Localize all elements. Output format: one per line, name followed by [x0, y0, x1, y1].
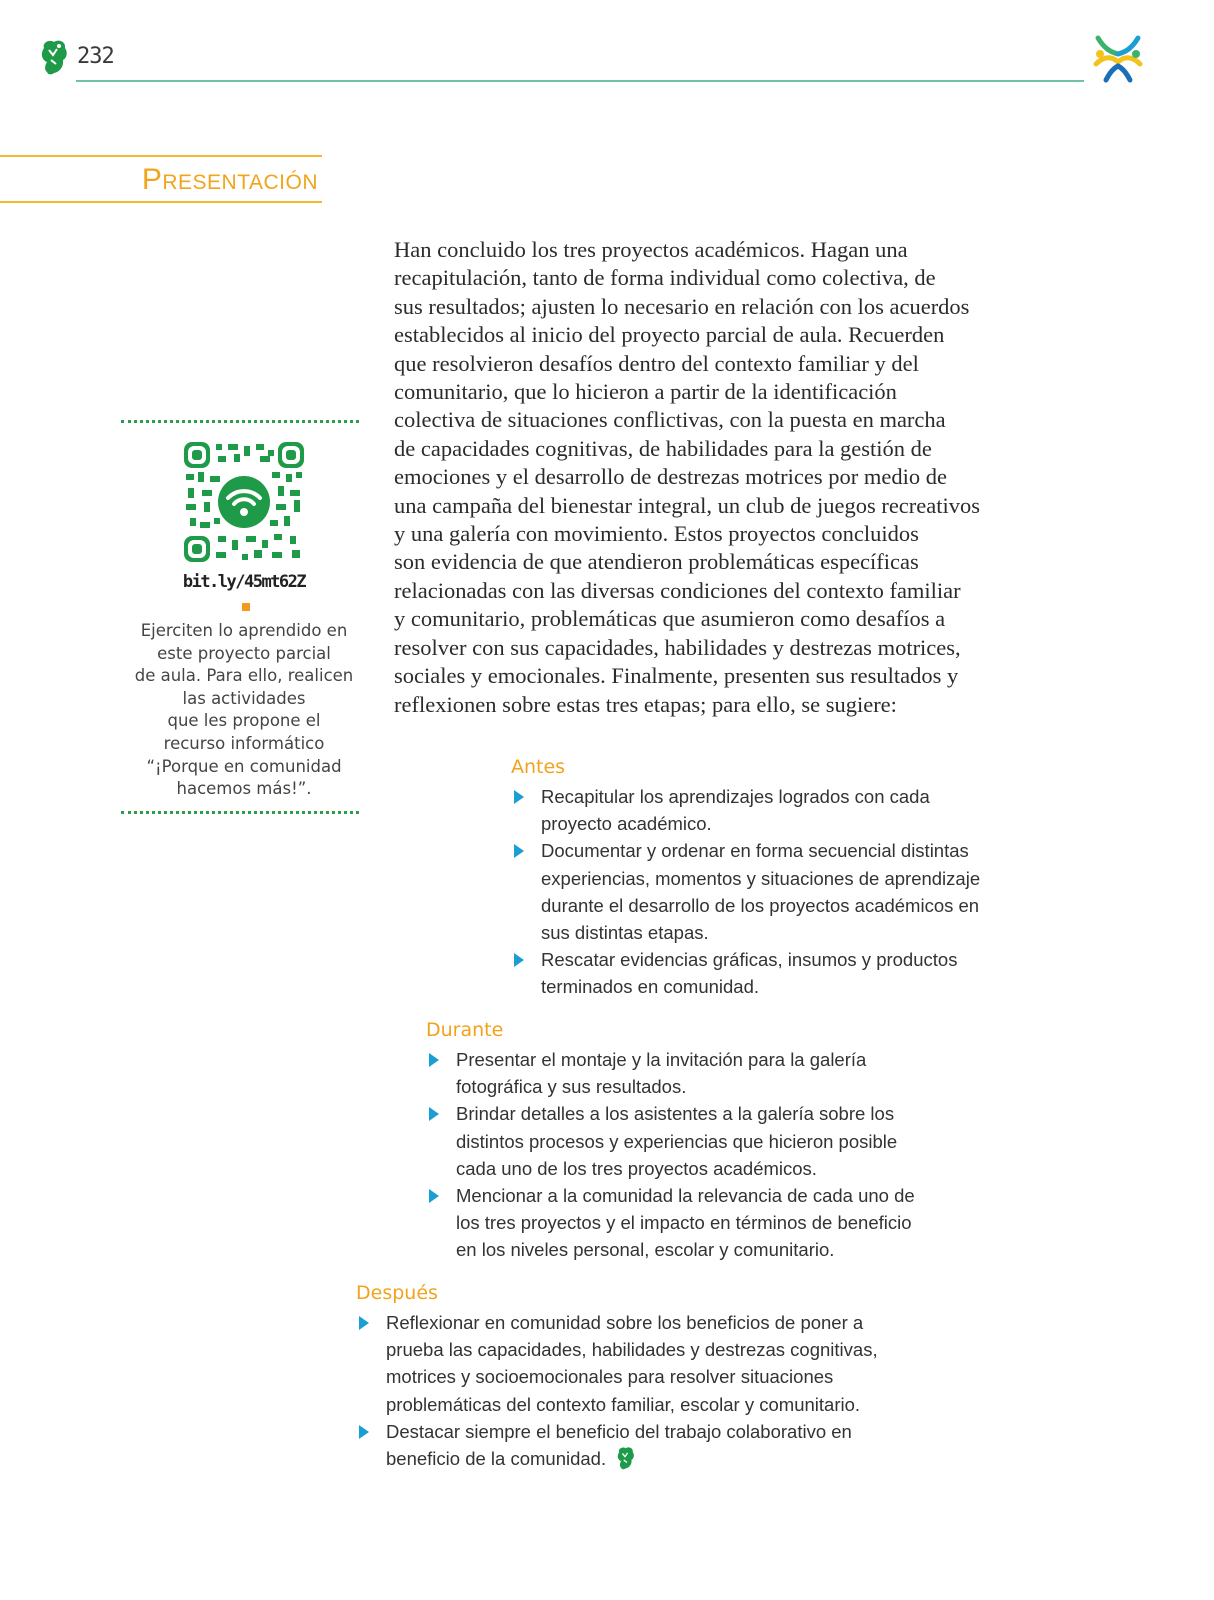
list-item-line: distintos procesos y experiencias que hicieron posible: [456, 1130, 898, 1152]
green-figure-logo-icon: [614, 1445, 636, 1471]
sidebar-text-line: “¡Porque en comunidad: [146, 756, 342, 776]
list-item: [356, 1418, 878, 1472]
intro-line: recapitulación, tanto de forma individual como colectiva, de: [394, 265, 936, 291]
durante-list: [426, 1046, 915, 1264]
list-item: [511, 946, 980, 1000]
qr-sidebar: [121, 420, 359, 814]
sidebar-text-line: de aula. Para ello, realicen: [134, 666, 354, 686]
intro-line: establecidos al inicio del proyecto parcial de aula. Recuerden: [394, 322, 945, 348]
triangle-bullet-icon: [359, 1425, 369, 1439]
triangle-bullet-icon: [429, 1107, 439, 1121]
intro-line: comunitario, que lo hicieron a partir de la identificación: [394, 379, 897, 405]
list-item-line: Reflexionar en comunidad sobre los beneficios de poner a: [386, 1312, 864, 1333]
sidebar-text-line: recurso informático: [163, 733, 325, 753]
header-rule: [76, 80, 1084, 82]
list-item: [356, 1309, 878, 1418]
list-item: [511, 783, 980, 837]
list-item-line-with-logo: [386, 1445, 878, 1472]
list-item: [426, 1100, 915, 1182]
list-item: [426, 1046, 915, 1100]
list-item-line: Presentar el montaje y la invitación para la galería: [456, 1049, 867, 1070]
qr-code-icon[interactable]: [184, 442, 304, 562]
intro-line: que resolvieron desafíos dentro del contexto familiar y del: [394, 350, 919, 376]
intro-line: y comunitario, problemáticas que asumieron como desafíos a: [394, 606, 946, 632]
page-number: 232: [77, 44, 114, 69]
intro-line: sus resultados; ajusten lo necesario en relación con los acuerdos: [394, 293, 970, 319]
list-item-line: Mencionar a la comunidad la relevancia de cada uno de: [456, 1185, 915, 1207]
intro-line: son evidencia de que atendieron problemáticas específicas: [394, 549, 919, 575]
list-item-line: Brindar detalles a los asistentes a la galería sobre los: [456, 1103, 895, 1125]
triangle-bullet-icon: [514, 844, 524, 858]
antes-list: [511, 783, 980, 1001]
sidebar-text-line: que les propone el: [167, 711, 321, 731]
intro-line: sociales y emocionales. Finalmente, presenten sus resultados y: [394, 663, 959, 689]
intro-line: emociones y el desarrollo de destrezas motrices por medio de: [394, 464, 947, 490]
page-title: Presentación: [141, 163, 318, 196]
list-item-line: prueba las capacidades, habilidades y destrezas cognitivas,: [386, 1339, 878, 1361]
triangle-bullet-icon: [514, 953, 524, 967]
triangle-bullet-icon: [514, 790, 524, 804]
intro-line: una campaña del bienestar integral, un club de juegos recreativos: [394, 492, 981, 518]
list-item-line: Recapitular los aprendizajes logrados con cada: [541, 786, 930, 807]
antes-heading: Antes: [511, 756, 566, 778]
despues-heading: Después: [356, 1282, 438, 1304]
list-item-line: Documentar y ordenar en forma secuencial distintas: [541, 840, 969, 862]
green-figure-logo-icon: [36, 38, 70, 76]
list-item-line: Destacar siempre el beneficio del trabajo colaborativo en: [386, 1420, 852, 1442]
intro-line: Han concluido los tres proyectos académicos. Hagan una: [394, 237, 908, 262]
triangle-bullet-icon: [359, 1316, 369, 1330]
triangle-bullet-icon: [429, 1189, 439, 1203]
list-item-line: los tres proyectos y el impacto en términos de beneficio: [456, 1212, 912, 1234]
durante-heading: Durante: [426, 1019, 504, 1041]
list-item-line: terminados en comunidad.: [541, 976, 760, 998]
triangle-bullet-icon: [429, 1053, 439, 1067]
list-item-line: motrices y socioemocionales para resolver situaciones: [386, 1366, 834, 1388]
list-item-line: beneficio de la comunidad.: [386, 1448, 607, 1470]
sidebar-text-line: las actividades: [182, 688, 306, 708]
list-item-line: cada uno de los tres proyectos académicos.: [456, 1157, 817, 1179]
intro-line: de capacidades cognitivas, de habilidades para la gestión de: [394, 435, 932, 461]
list-item-line: Rescatar evidencias gráficas, insumos y productos: [541, 949, 958, 971]
list-item: [426, 1182, 915, 1264]
intro-line: colectiva de situaciones conflictivas, con la puesta en marcha: [394, 407, 946, 433]
intro-line: resolver con sus capacidades, habilidades y destrezas motrices,: [394, 634, 961, 660]
list-item-line: fotográfica y sus resultados.: [456, 1076, 687, 1098]
sidebar-text-line: este proyecto parcial: [157, 643, 331, 663]
list-item-line: sus distintas etapas.: [541, 922, 709, 944]
orange-square-marker: [242, 603, 250, 611]
intro-line: reflexionen sobre estas tres etapas; para ello, se sugiere:: [394, 691, 897, 717]
intro-line: y una galería con movimiento. Estos proyectos concluidos: [394, 521, 919, 547]
list-item-line: en los niveles personal, escolar y comunitario.: [456, 1239, 835, 1261]
qr-link[interactable]: bit.ly/45mt62Z: [182, 572, 306, 592]
sidebar-top-divider: [121, 420, 359, 423]
sidebar-bottom-divider: [121, 811, 359, 814]
list-item-line: durante el desarrollo de los proyectos académicos en: [541, 894, 980, 916]
list-item: [511, 837, 980, 946]
interlocked-figures-emblem-icon: [1090, 32, 1146, 84]
despues-list: [356, 1309, 878, 1472]
list-item-line: problemáticas del contexto familiar, escolar y comunitario.: [386, 1393, 861, 1415]
sidebar-text-line: hacemos más!”.: [176, 779, 312, 799]
sidebar-text-line: Ejerciten lo aprendido en: [140, 621, 348, 640]
section-title-box: [0, 155, 322, 203]
intro-paragraph: [394, 236, 1014, 719]
list-item-line: experiencias, momentos y situaciones de aprendizaje: [541, 867, 981, 889]
sidebar-description: [121, 620, 367, 801]
intro-line: relacionadas con las diversas condiciones del contexto familiar: [394, 577, 961, 603]
list-item-line: proyecto académico.: [541, 813, 712, 835]
